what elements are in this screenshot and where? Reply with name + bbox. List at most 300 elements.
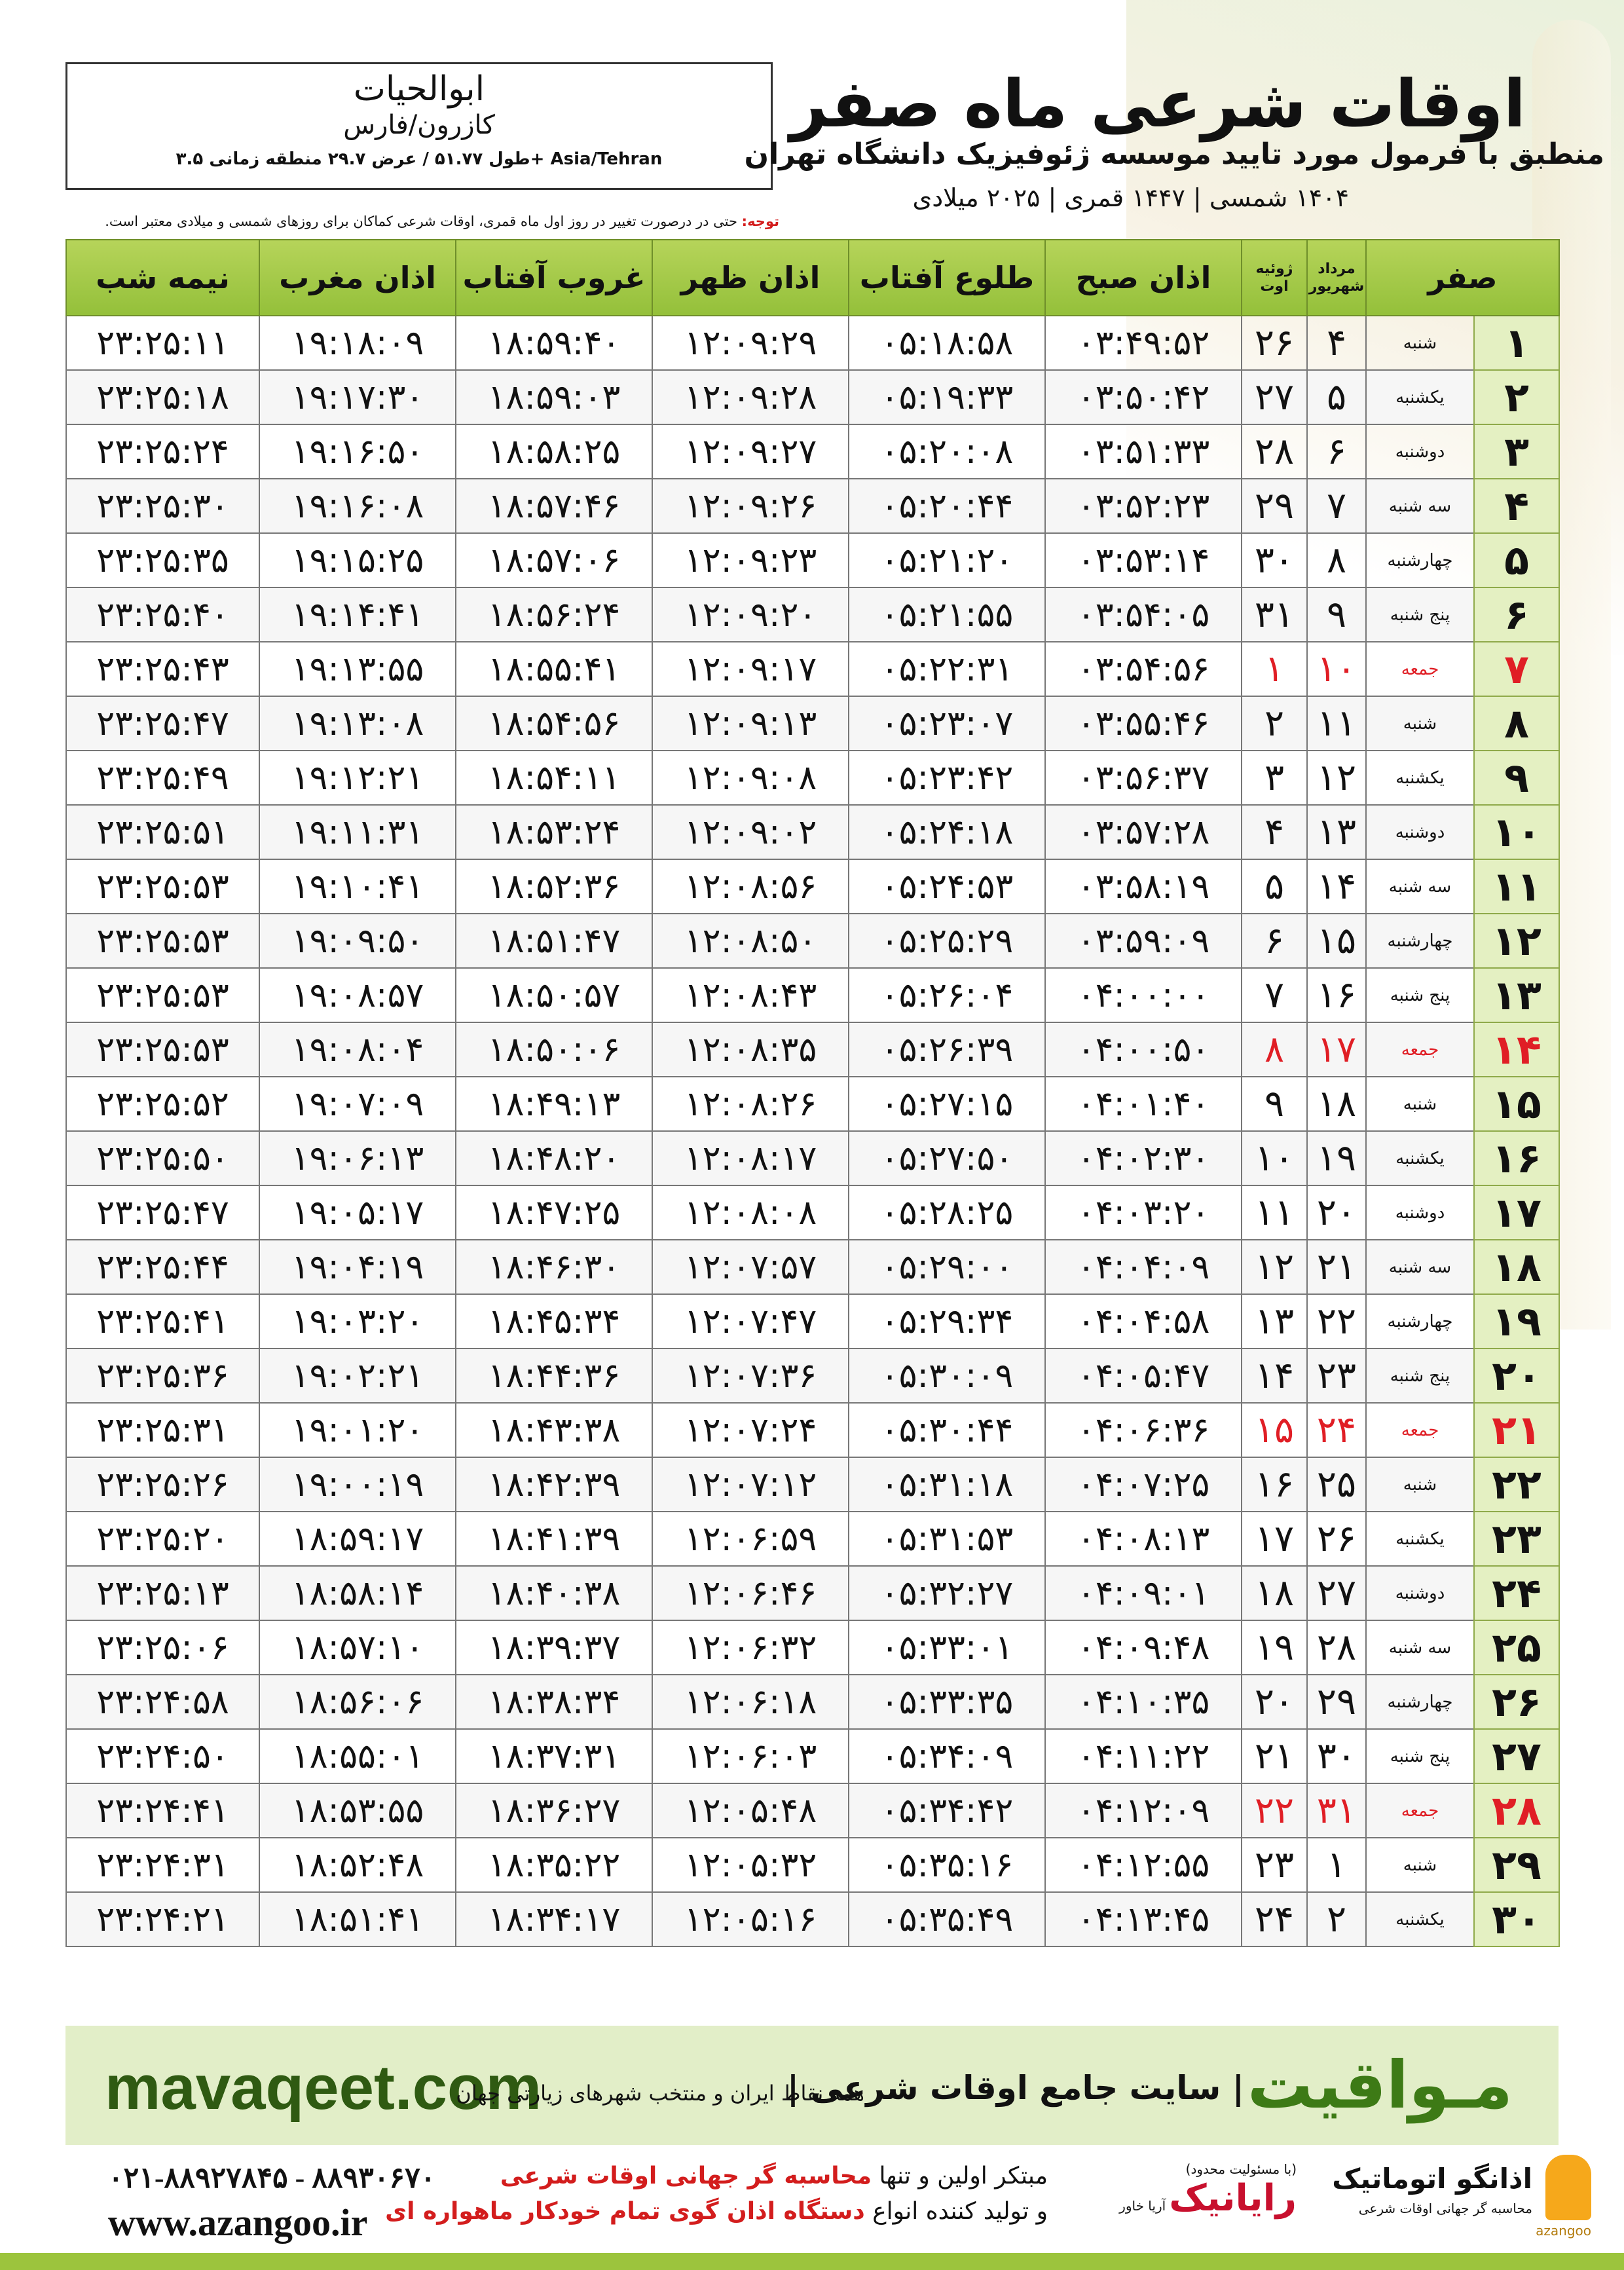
site-url[interactable]: mavaqeet.com (105, 2053, 542, 2123)
day-number: ۳۰ (1474, 1892, 1559, 1946)
dhuhr-time: ۱۲:۰۹:۲۷ (652, 424, 849, 479)
august-date: ۱۴ (1242, 1349, 1307, 1403)
shahrivar-date: ۶ (1307, 424, 1366, 479)
sunrise-time: ۰۵:۲۲:۳۱ (849, 642, 1045, 696)
brand-logo: مـواقیت (1247, 2047, 1513, 2123)
weekday: دوشنبه (1366, 424, 1474, 479)
sunrise-time: ۰۵:۳۰:۰۹ (849, 1349, 1045, 1403)
table-row (66, 424, 1559, 479)
promo-1-text: مبتکر اولین و تنها (879, 2163, 1048, 2189)
midnight-time: ۲۳:۲۵:۲۰ (66, 1512, 259, 1566)
sunset-time: ۱۸:۴۴:۳۶ (456, 1349, 652, 1403)
fajr-time: ۰۳:۵۶:۳۷ (1045, 751, 1242, 805)
weekday: جمعه (1366, 1403, 1474, 1457)
maghrib-time: ۱۹:۱۸:۰۹ (259, 316, 456, 370)
dhuhr-time: ۱۲:۰۹:۲۹ (652, 316, 849, 370)
header-dhuhr: اذان ظهر (652, 240, 849, 316)
shahrivar-date: ۲۱ (1307, 1240, 1366, 1294)
year-line: ۱۴۰۴ شمسی | ۱۴۴۷ قمری | ۲۰۲۵ میلادی (912, 183, 1349, 212)
weekday: سه شنبه (1366, 1240, 1474, 1294)
weekday: یکشنبه (1366, 1892, 1474, 1946)
dhuhr-time: ۱۲:۰۷:۲۴ (652, 1403, 849, 1457)
sunrise-time: ۰۵:۲۵:۲۹ (849, 914, 1045, 968)
august-date: ۱۳ (1242, 1294, 1307, 1349)
day-number: ۱۶ (1474, 1131, 1559, 1185)
dhuhr-time: ۱۲:۰۷:۱۲ (652, 1457, 849, 1512)
sunset-time: ۱۸:۵۰:۰۶ (456, 1022, 652, 1077)
promo-1-highlight: محاسبه گر جهانی اوقات شرعی (500, 2163, 872, 2189)
weekday: چهارشنبه (1366, 914, 1474, 968)
banner-subtext: همه نقاط ایران و منتخب شهرهای زیارتی جهان (456, 2081, 864, 2106)
august-date: ۱۱ (1242, 1185, 1307, 1240)
shahrivar-date: ۲۷ (1307, 1566, 1366, 1620)
promo-2-text: و تولید کننده انواع (872, 2198, 1048, 2225)
table-row (66, 1349, 1559, 1403)
header-sunrise: طلوع آفتاب (849, 240, 1045, 316)
weekday: دوشنبه (1366, 805, 1474, 859)
azangoo-en: azangoo (1536, 2223, 1591, 2239)
fajr-time: ۰۴:۰۸:۱۳ (1045, 1512, 1242, 1566)
sunrise-time: ۰۵:۳۲:۲۷ (849, 1566, 1045, 1620)
dhuhr-time: ۱۲:۰۹:۰۲ (652, 805, 849, 859)
fajr-time: ۰۴:۰۴:۰۹ (1045, 1240, 1242, 1294)
weekday: سه شنبه (1366, 859, 1474, 914)
day-number: ۲۱ (1474, 1403, 1559, 1457)
sunrise-time: ۰۵:۳۰:۴۴ (849, 1403, 1045, 1457)
august-date: ۴ (1242, 805, 1307, 859)
day-number: ۱۸ (1474, 1240, 1559, 1294)
dhuhr-time: ۱۲:۰۸:۵۰ (652, 914, 849, 968)
midnight-time: ۲۳:۲۵:۵۲ (66, 1077, 259, 1131)
dhuhr-time: ۱۲:۰۸:۰۸ (652, 1185, 849, 1240)
weekday: چهارشنبه (1366, 1294, 1474, 1349)
fajr-time: ۰۴:۰۰:۵۰ (1045, 1022, 1242, 1077)
notice-text: حتی در درصورت تغییر در روز اول ماه قمری، اوقات شرعی کماکان برای روزهای شمسی و میلادی معتبر است. (105, 214, 737, 229)
fajr-time: ۰۴:۰۳:۲۰ (1045, 1185, 1242, 1240)
sunset-time: ۱۸:۴۰:۳۸ (456, 1566, 652, 1620)
sunrise-time: ۰۵:۲۷:۵۰ (849, 1131, 1045, 1185)
midnight-time: ۲۳:۲۵:۵۰ (66, 1131, 259, 1185)
table-row (66, 479, 1559, 533)
dhuhr-time: ۱۲:۰۹:۱۳ (652, 696, 849, 751)
maghrib-time: ۱۹:۱۲:۲۱ (259, 751, 456, 805)
maghrib-time: ۱۹:۱۳:۵۵ (259, 642, 456, 696)
midnight-time: ۲۳:۲۴:۳۱ (66, 1838, 259, 1892)
weekday: شنبه (1366, 316, 1474, 370)
midnight-time: ۲۳:۲۵:۴۹ (66, 751, 259, 805)
sunrise-time: ۰۵:۳۳:۰۱ (849, 1620, 1045, 1675)
sunrise-time: ۰۵:۲۶:۰۴ (849, 968, 1045, 1022)
maghrib-time: ۱۹:۱۴:۴۱ (259, 587, 456, 642)
table-row (66, 533, 1559, 587)
august-date: ۳۱ (1242, 587, 1307, 642)
fajr-time: ۰۴:۱۳:۴۵ (1045, 1892, 1242, 1946)
day-number: ۲ (1474, 370, 1559, 424)
dhuhr-time: ۱۲:۰۹:۲۰ (652, 587, 849, 642)
dhuhr-time: ۱۲:۰۶:۱۸ (652, 1675, 849, 1729)
dhuhr-time: ۱۲:۰۹:۲۶ (652, 479, 849, 533)
shahrivar-date: ۸ (1307, 533, 1366, 587)
august-date: ۱۷ (1242, 1512, 1307, 1566)
fajr-time: ۰۳:۵۲:۲۳ (1045, 479, 1242, 533)
sunset-time: ۱۸:۵۹:۴۰ (456, 316, 652, 370)
weekday: چهارشنبه (1366, 533, 1474, 587)
august-date: ۲ (1242, 696, 1307, 751)
sunrise-time: ۰۵:۲۹:۰۰ (849, 1240, 1045, 1294)
dhuhr-time: ۱۲:۰۷:۳۶ (652, 1349, 849, 1403)
fajr-time: ۰۳:۵۴:۰۵ (1045, 587, 1242, 642)
shahrivar-date: ۴ (1307, 316, 1366, 370)
dhuhr-time: ۱۲:۰۶:۴۶ (652, 1566, 849, 1620)
weekday: شنبه (1366, 1457, 1474, 1512)
maghrib-time: ۱۹:۱۳:۰۸ (259, 696, 456, 751)
august-date: ۱۵ (1242, 1403, 1307, 1457)
day-number: ۱۳ (1474, 968, 1559, 1022)
august-date: ۲۹ (1242, 479, 1307, 533)
weekday: شنبه (1366, 1838, 1474, 1892)
sunset-time: ۱۸:۵۷:۰۶ (456, 533, 652, 587)
maghrib-time: ۱۹:۱۶:۵۰ (259, 424, 456, 479)
maghrib-time: ۱۹:۱۶:۰۸ (259, 479, 456, 533)
table-row (66, 1566, 1559, 1620)
sunrise-time: ۰۵:۱۹:۳۳ (849, 370, 1045, 424)
shahrivar-date: ۹ (1307, 587, 1366, 642)
azangoo-sub: محاسبه گر جهانی اوقات شرعی (1358, 2201, 1532, 2216)
shahrivar-date: ۱۶ (1307, 968, 1366, 1022)
fajr-time: ۰۳:۵۷:۲۸ (1045, 805, 1242, 859)
midnight-time: ۲۳:۲۵:۴۳ (66, 642, 259, 696)
august-date: ۱۸ (1242, 1566, 1307, 1620)
shahrivar-date: ۱۳ (1307, 805, 1366, 859)
maghrib-time: ۱۸:۵۲:۴۸ (259, 1838, 456, 1892)
table-row (66, 1185, 1559, 1240)
mavaqeet-banner (65, 2026, 1559, 2145)
fajr-time: ۰۳:۵۵:۴۶ (1045, 696, 1242, 751)
maghrib-time: ۱۸:۵۸:۱۴ (259, 1566, 456, 1620)
sunset-time: ۱۸:۵۱:۴۷ (456, 914, 652, 968)
sunset-time: ۱۸:۵۲:۳۶ (456, 859, 652, 914)
fajr-time: ۰۴:۰۶:۳۶ (1045, 1403, 1242, 1457)
rayanik-small: (با مسئولیت محدود) (1185, 2161, 1297, 2177)
maghrib-time: ۱۹:۱۱:۳۱ (259, 805, 456, 859)
shahrivar-date: ۲۵ (1307, 1457, 1366, 1512)
midnight-time: ۲۳:۲۵:۳۶ (66, 1349, 259, 1403)
weekday: پنج شنبه (1366, 1349, 1474, 1403)
table-row (66, 1838, 1559, 1892)
august-date: ۳۰ (1242, 533, 1307, 587)
dhuhr-time: ۱۲:۰۸:۳۵ (652, 1022, 849, 1077)
azangoo-icon (1545, 2155, 1591, 2220)
weekday: جمعه (1366, 1022, 1474, 1077)
fajr-time: ۰۳:۵۱:۳۳ (1045, 424, 1242, 479)
maghrib-time: ۱۹:۰۵:۱۷ (259, 1185, 456, 1240)
midnight-time: ۲۳:۲۵:۲۶ (66, 1457, 259, 1512)
sunrise-time: ۰۵:۳۵:۴۹ (849, 1892, 1045, 1946)
sunset-time: ۱۸:۵۶:۲۴ (456, 587, 652, 642)
day-number: ۱۵ (1474, 1077, 1559, 1131)
shahrivar-date: ۱۱ (1307, 696, 1366, 751)
sunrise-time: ۰۵:۲۳:۴۲ (849, 751, 1045, 805)
fajr-time: ۰۴:۰۹:۰۱ (1045, 1566, 1242, 1620)
shahrivar-date: ۲۸ (1307, 1620, 1366, 1675)
midnight-time: ۲۳:۲۴:۴۱ (66, 1783, 259, 1838)
table-row (66, 1403, 1559, 1457)
fajr-time: ۰۳:۵۹:۰۹ (1045, 914, 1242, 968)
midnight-time: ۲۳:۲۵:۲۴ (66, 424, 259, 479)
dhuhr-time: ۱۲:۰۵:۳۲ (652, 1838, 849, 1892)
august-date: ۷ (1242, 968, 1307, 1022)
maghrib-time: ۱۸:۵۵:۰۱ (259, 1729, 456, 1783)
shahrivar-date: ۱۷ (1307, 1022, 1366, 1077)
sunset-time: ۱۸:۵۸:۲۵ (456, 424, 652, 479)
prayer-times-table (65, 239, 1560, 1947)
shahrivar-date: ۷ (1307, 479, 1366, 533)
sunset-time: ۱۸:۴۵:۳۴ (456, 1294, 652, 1349)
dhuhr-time: ۱۲:۰۷:۴۷ (652, 1294, 849, 1349)
august-date: ۵ (1242, 859, 1307, 914)
fajr-time: ۰۴:۰۰:۰۰ (1045, 968, 1242, 1022)
fajr-time: ۰۴:۰۲:۳۰ (1045, 1131, 1242, 1185)
city-name: ابوالحیات (353, 69, 485, 109)
day-number: ۱۷ (1474, 1185, 1559, 1240)
shahrivar-date: ۲۳ (1307, 1349, 1366, 1403)
shahrivar-date: ۲۰ (1307, 1185, 1366, 1240)
dhuhr-time: ۱۲:۰۸:۱۷ (652, 1131, 849, 1185)
maghrib-time: ۱۸:۵۱:۴۱ (259, 1892, 456, 1946)
table-row (66, 805, 1559, 859)
maghrib-time: ۱۸:۵۳:۵۵ (259, 1783, 456, 1838)
august-date: ۸ (1242, 1022, 1307, 1077)
midnight-time: ۲۳:۲۵:۴۷ (66, 696, 259, 751)
august-date: ۱۲ (1242, 1240, 1307, 1294)
sunset-time: ۱۸:۵۵:۴۱ (456, 642, 652, 696)
sunrise-time: ۰۵:۲۰:۰۸ (849, 424, 1045, 479)
sunrise-time: ۰۵:۲۹:۳۴ (849, 1294, 1045, 1349)
shahrivar-date: ۲ (1307, 1892, 1366, 1946)
table-row (66, 1294, 1559, 1349)
sunrise-time: ۰۵:۳۳:۳۵ (849, 1675, 1045, 1729)
day-number: ۱۹ (1474, 1294, 1559, 1349)
maghrib-time: ۱۹:۰۱:۲۰ (259, 1403, 456, 1457)
website-link[interactable]: www.azangoo.ir (108, 2201, 368, 2244)
midnight-time: ۲۳:۲۵:۵۳ (66, 859, 259, 914)
midnight-time: ۲۳:۲۵:۵۳ (66, 914, 259, 968)
weekday: یکشنبه (1366, 751, 1474, 805)
day-number: ۱۱ (1474, 859, 1559, 914)
dhuhr-time: ۱۲:۰۵:۴۸ (652, 1783, 849, 1838)
table-row (66, 1240, 1559, 1294)
august-date: ۲۸ (1242, 424, 1307, 479)
maghrib-time: ۱۹:۰۳:۲۰ (259, 1294, 456, 1349)
fajr-time: ۰۴:۰۵:۴۷ (1045, 1349, 1242, 1403)
header-shahrivar: مرداد شهریور (1307, 240, 1366, 316)
sunset-time: ۱۸:۴۲:۳۹ (456, 1457, 652, 1512)
sunrise-time: ۰۵:۳۴:۰۹ (849, 1729, 1045, 1783)
weekday: سه شنبه (1366, 479, 1474, 533)
table-row (66, 1892, 1559, 1946)
sunrise-time: ۰۵:۲۱:۲۰ (849, 533, 1045, 587)
august-date: ۲۴ (1242, 1892, 1307, 1946)
banner-slogan: | سایت جامع اوقات شرعی | (786, 2069, 1244, 2107)
table-row (66, 642, 1559, 696)
sunset-time: ۱۸:۴۸:۲۰ (456, 1131, 652, 1185)
august-date: ۲۷ (1242, 370, 1307, 424)
august-date: ۶ (1242, 914, 1307, 968)
august-date: ۱۹ (1242, 1620, 1307, 1675)
sunset-time: ۱۸:۳۵:۲۲ (456, 1838, 652, 1892)
sunset-time: ۱۸:۵۳:۲۴ (456, 805, 652, 859)
province-name: کازرون/فارس (343, 110, 495, 140)
weekday: شنبه (1366, 1077, 1474, 1131)
shahrivar-date: ۱۰ (1307, 642, 1366, 696)
fajr-time: ۰۳:۵۴:۵۶ (1045, 642, 1242, 696)
sunset-time: ۱۸:۴۶:۳۰ (456, 1240, 652, 1294)
location-box (65, 62, 773, 190)
shahrivar-date: ۱۵ (1307, 914, 1366, 968)
table-row (66, 1675, 1559, 1729)
day-number: ۲۲ (1474, 1457, 1559, 1512)
fajr-time: ۰۳:۵۸:۱۹ (1045, 859, 1242, 914)
shahrivar-date: ۲۶ (1307, 1512, 1366, 1566)
table-row (66, 1729, 1559, 1783)
dhuhr-time: ۱۲:۰۸:۲۶ (652, 1077, 849, 1131)
day-number: ۱۰ (1474, 805, 1559, 859)
day-number: ۷ (1474, 642, 1559, 696)
sunset-time: ۱۸:۵۴:۵۶ (456, 696, 652, 751)
day-number: ۹ (1474, 751, 1559, 805)
dhuhr-time: ۱۲:۰۹:۲۳ (652, 533, 849, 587)
maghrib-time: ۱۹:۰۰:۱۹ (259, 1457, 456, 1512)
sunset-time: ۱۸:۳۶:۲۷ (456, 1783, 652, 1838)
page-title: اوقات شرعی ماه صفر (790, 65, 1526, 142)
dhuhr-time: ۱۲:۰۵:۱۶ (652, 1892, 849, 1946)
sunrise-time: ۰۵:۱۸:۵۸ (849, 316, 1045, 370)
midnight-time: ۲۳:۲۵:۴۱ (66, 1294, 259, 1349)
day-number: ۶ (1474, 587, 1559, 642)
august-date: ۱۰ (1242, 1131, 1307, 1185)
table-row (66, 316, 1559, 370)
sunrise-time: ۰۵:۳۵:۱۶ (849, 1838, 1045, 1892)
day-number: ۲۹ (1474, 1838, 1559, 1892)
maghrib-time: ۱۹:۱۵:۲۵ (259, 533, 456, 587)
maghrib-time: ۱۹:۱۰:۴۱ (259, 859, 456, 914)
table-row (66, 1783, 1559, 1838)
day-number: ۸ (1474, 696, 1559, 751)
rayanik-logo (1107, 2161, 1297, 2233)
day-number: ۲۳ (1474, 1512, 1559, 1566)
day-number: ۲۰ (1474, 1349, 1559, 1403)
dhuhr-time: ۱۲:۰۹:۰۸ (652, 751, 849, 805)
dhuhr-time: ۱۲:۰۸:۵۶ (652, 859, 849, 914)
sunset-time: ۱۸:۵۴:۱۱ (456, 751, 652, 805)
august-date: ۲۲ (1242, 1783, 1307, 1838)
table-row (66, 696, 1559, 751)
day-number: ۲۴ (1474, 1566, 1559, 1620)
header-sunset: غروب آفتاب (456, 240, 652, 316)
maghrib-time: ۱۹:۱۷:۳۰ (259, 370, 456, 424)
maghrib-time: ۱۹:۰۷:۰۹ (259, 1077, 456, 1131)
table-row (66, 1077, 1559, 1131)
shahrivar-date: ۱۸ (1307, 1077, 1366, 1131)
shahrivar-date: ۲۲ (1307, 1294, 1366, 1349)
dhuhr-time: ۱۲:۰۹:۲۸ (652, 370, 849, 424)
day-number: ۲۷ (1474, 1729, 1559, 1783)
sunset-time: ۱۸:۵۰:۵۷ (456, 968, 652, 1022)
midnight-time: ۲۳:۲۴:۵۸ (66, 1675, 259, 1729)
fajr-time: ۰۴:۱۰:۳۵ (1045, 1675, 1242, 1729)
midnight-time: ۲۳:۲۵:۴۰ (66, 587, 259, 642)
shahrivar-date: ۱۲ (1307, 751, 1366, 805)
sunset-time: ۱۸:۴۱:۳۹ (456, 1512, 652, 1566)
midnight-time: ۲۳:۲۵:۴۷ (66, 1185, 259, 1240)
sunrise-time: ۰۵:۲۷:۱۵ (849, 1077, 1045, 1131)
sunrise-time: ۰۵:۲۴:۵۳ (849, 859, 1045, 914)
table-row (66, 968, 1559, 1022)
fajr-time: ۰۴:۱۱:۲۲ (1045, 1729, 1242, 1783)
fajr-time: ۰۴:۰۱:۴۰ (1045, 1077, 1242, 1131)
midnight-time: ۲۳:۲۵:۵۳ (66, 1022, 259, 1077)
shahrivar-date: ۱۴ (1307, 859, 1366, 914)
table-row (66, 751, 1559, 805)
sunrise-time: ۰۵:۳۴:۴۲ (849, 1783, 1045, 1838)
maghrib-time: ۱۸:۵۶:۰۶ (259, 1675, 456, 1729)
midnight-time: ۲۳:۲۴:۲۱ (66, 1892, 259, 1946)
august-date: ۹ (1242, 1077, 1307, 1131)
table-row (66, 859, 1559, 914)
shahrivar-date: ۳۱ (1307, 1783, 1366, 1838)
header-august: ژوئیه اوت (1242, 240, 1307, 316)
notice-label: توجه: (741, 214, 779, 229)
fajr-time: ۰۳:۵۳:۱۴ (1045, 533, 1242, 587)
maghrib-time: ۱۹:۰۴:۱۹ (259, 1240, 456, 1294)
weekday: جمعه (1366, 1783, 1474, 1838)
dhuhr-time: ۱۲:۰۷:۵۷ (652, 1240, 849, 1294)
fajr-time: ۰۴:۰۴:۵۸ (1045, 1294, 1242, 1349)
dhuhr-time: ۱۲:۰۹:۱۷ (652, 642, 849, 696)
midnight-time: ۲۳:۲۵:۳۵ (66, 533, 259, 587)
shahrivar-date: ۱ (1307, 1838, 1366, 1892)
sunset-time: ۱۸:۳۴:۱۷ (456, 1892, 652, 1946)
sunrise-time: ۰۵:۳۱:۵۳ (849, 1512, 1045, 1566)
page-subtitle: منطبق با فرمول مورد تایید موسسه ژئوفیزیک دانشگاه تهران (744, 138, 1604, 171)
notice (105, 214, 779, 229)
weekday: پنج شنبه (1366, 1729, 1474, 1783)
day-number: ۴ (1474, 479, 1559, 533)
table-row (66, 1620, 1559, 1675)
dhuhr-time: ۱۲:۰۸:۴۳ (652, 968, 849, 1022)
shahrivar-date: ۲۴ (1307, 1403, 1366, 1457)
table-row (66, 1457, 1559, 1512)
weekday: پنج شنبه (1366, 587, 1474, 642)
sunset-time: ۱۸:۴۳:۳۸ (456, 1403, 652, 1457)
table-row (66, 587, 1559, 642)
shahrivar-date: ۵ (1307, 370, 1366, 424)
table-row (66, 1131, 1559, 1185)
header-maghrib: اذان مغرب (259, 240, 456, 316)
weekday: شنبه (1366, 696, 1474, 751)
weekday: سه شنبه (1366, 1620, 1474, 1675)
maghrib-time: ۱۹:۰۹:۵۰ (259, 914, 456, 968)
day-number: ۳ (1474, 424, 1559, 479)
azangoo-name: اذانگو اتوماتیک (1332, 2163, 1532, 2195)
coordinates: طول ۵۱.۷۷ / عرض ۲۹.۷ منطقه زمانی ۳.۵+ Asia/Tehran (175, 149, 663, 169)
midnight-time: ۲۳:۲۵:۱۱ (66, 316, 259, 370)
midnight-time: ۲۳:۲۵:۳۱ (66, 1403, 259, 1457)
weekday: چهارشنبه (1366, 1675, 1474, 1729)
fajr-time: ۰۳:۴۹:۵۲ (1045, 316, 1242, 370)
rayanik-name: رایانیک (1169, 2177, 1297, 2220)
sunset-time: ۱۸:۳۷:۳۱ (456, 1729, 652, 1783)
